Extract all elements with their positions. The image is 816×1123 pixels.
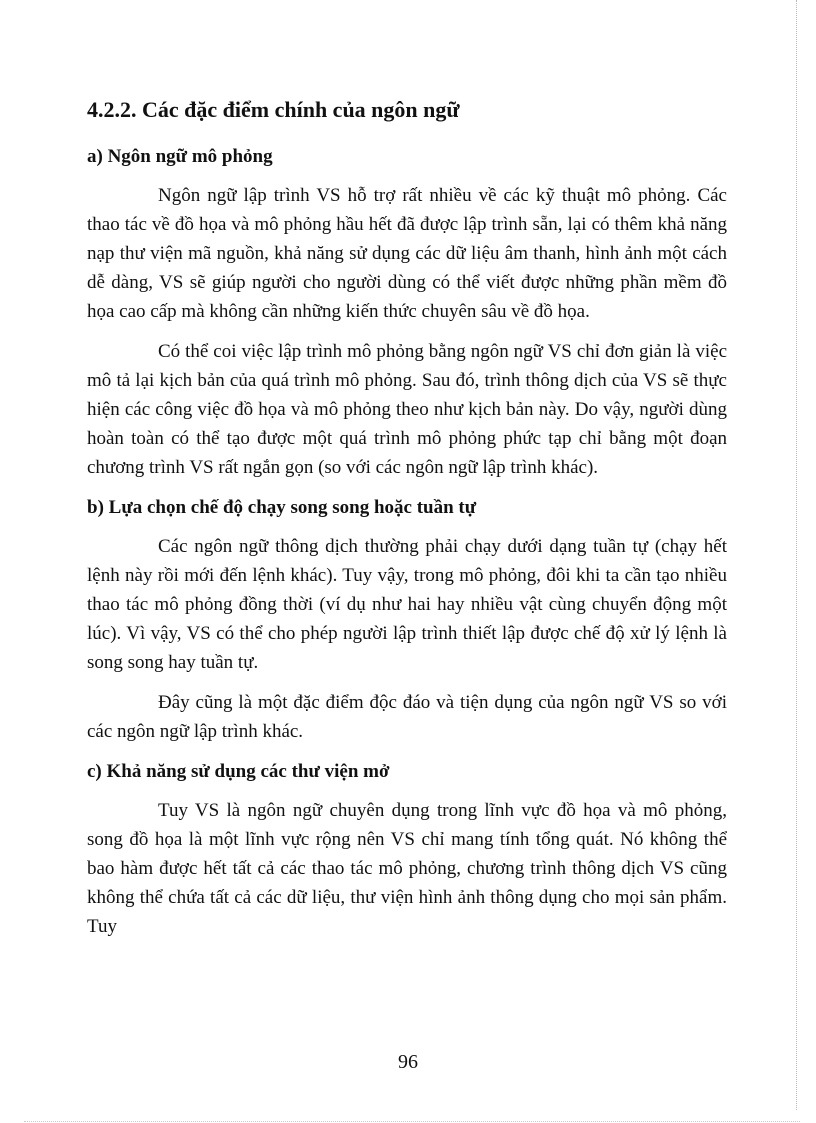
section-title: 4.2.2. Các đặc điểm chính của ngôn ngữ <box>87 97 460 122</box>
subsection-b-paragraph-2: Đây cũng là một đặc điểm độc đáo và tiện dụng của ngôn ngữ VS so với các ngôn ngữ lập trình khác. <box>87 692 727 742</box>
subsection-c-heading: c) Khả năng sử dụng các thư viện mở <box>87 761 390 782</box>
subsection-a-paragraph-1: Ngôn ngữ lập trình VS hỗ trợ rất nhiều về các kỹ thuật mô phỏng. Các thao tác về đồ họa và mô phỏng hầu hết đã được lập trình sẵn, lại có thêm khả năng nạp thư viện mã nguồn, khả năng sử dụng các dữ liệu âm thanh, hình ảnh một cách dễ dàng, VS sẽ giúp người cho người dùng có thể viết được những phần mềm đồ họa cao cấp mà không cần những kiến thức chuyên sâu về đồ họa. <box>87 185 727 322</box>
subsection-a-heading: a) Ngôn ngữ mô phỏng <box>87 146 273 167</box>
page-edge-right <box>796 0 801 1110</box>
subsection-a-paragraph-2: Có thể coi việc lập trình mô phỏng bằng ngôn ngữ VS chỉ đơn giản là việc mô tả lại kịch bản của quá trình mô phỏng. Sau đó, trình thông dịch của VS sẽ thực hiện các công việc đồ họa và mô phỏng theo như kịch bản này. Do vậy, người dùng hoàn toàn có thể tạo được một quá trình mô phỏng phức tạp chỉ bằng một đoạn chương trình VS rất ngắn gọn (so với các ngôn ngữ lập trình khác). <box>87 341 727 478</box>
subsection-b-paragraph-1: Các ngôn ngữ thông dịch thường phải chạy dưới dạng tuần tự (chạy hết lệnh này rồi mới đến lệnh khác). Tuy vậy, trong mô phỏng, đôi khi ta cần tạo nhiều thao tác mô phỏng đồng thời (ví dụ như hai hay nhiều vật cùng chuyển động một lúc). Vì vậy, VS có thể cho phép người lập trình thiết lập được chế độ xử lý lệnh là song song hay tuần tự. <box>87 536 727 673</box>
subsection-c-paragraph-1: Tuy VS là ngôn ngữ chuyên dụng trong lĩnh vực đồ họa và mô phỏng, song đồ họa là một lĩnh vực rộng nên VS chỉ mang tính tổng quát. Nó không thể bao hàm được hết tất cả các thao tác mô phỏng, chương trình thông dịch VS cũng không thể chứa tất cả các dữ liệu, thư viện hình ảnh thông dụng cho mọi sản phẩm. Tuy <box>87 800 727 937</box>
page-content <box>87 95 727 952</box>
page-number: 96 <box>398 1051 418 1073</box>
subsection-b-heading: b) Lựa chọn chế độ chạy song song hoặc tuần tự <box>87 497 477 518</box>
